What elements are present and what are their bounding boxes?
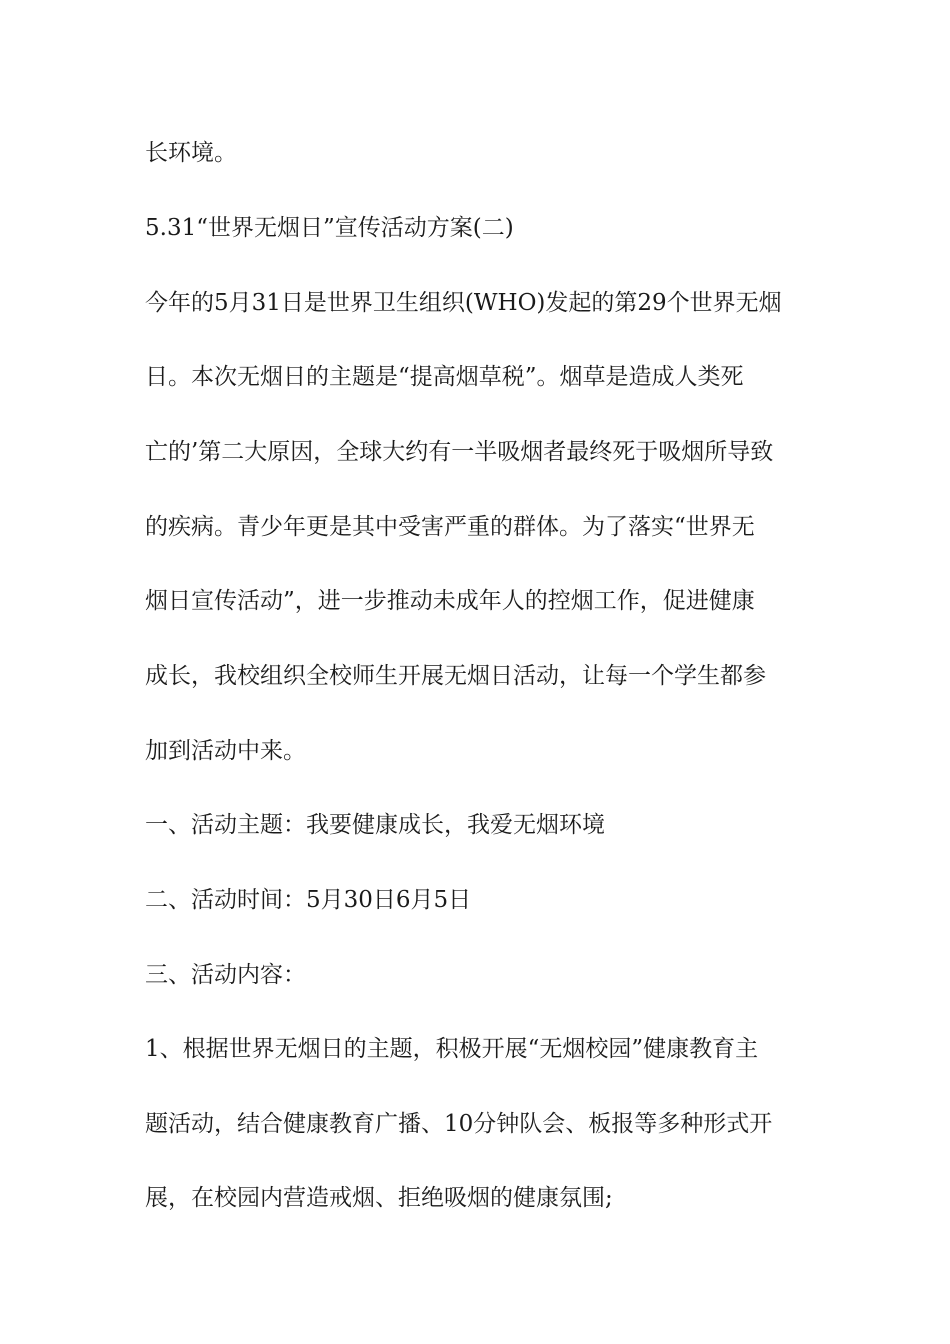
- text-line: 烟日宣传活动”，进一步推动未成年人的控烟工作，促进健康: [145, 588, 755, 614]
- text-line: 今年的5月31日是世界卫生组织(WHO)发起的第29个世界无烟: [145, 290, 782, 316]
- list-heading-time: 二、活动时间：5月30日6月5日: [145, 887, 472, 913]
- text-line: 题活动，结合健康教育广播、10分钟队会、板报等多种形式开: [145, 1111, 773, 1137]
- section-heading: 5.31“世界无烟日”宣传活动方案(二): [145, 215, 514, 241]
- text-line: 1、根据世界无烟日的主题，积极开展“无烟校园”健康教育主: [145, 1036, 759, 1062]
- text-line: 日。本次无烟日的主题是“提高烟草税”。烟草是造成人类死: [145, 364, 744, 390]
- text-line: 加到活动中来。: [145, 738, 306, 764]
- list-heading-theme: 一、活动主题：我要健康成长，我爱无烟环境: [145, 812, 605, 838]
- text-line: 亡的’第二大原因，全球大约有一半吸烟者最终死于吸烟所导致: [145, 439, 774, 465]
- text-line: 展，在校园内营造戒烟、拒绝吸烟的健康氛围;: [145, 1185, 613, 1211]
- list-heading-content: 三、活动内容：: [145, 962, 306, 988]
- text-line: 长环境。: [145, 140, 237, 166]
- text-line: 成长，我校组织全校师生开展无烟日活动，让每一个学生都参: [145, 663, 766, 689]
- text-line: 的疾病。青少年更是其中受害严重的群体。为了落实“世界无: [145, 514, 755, 540]
